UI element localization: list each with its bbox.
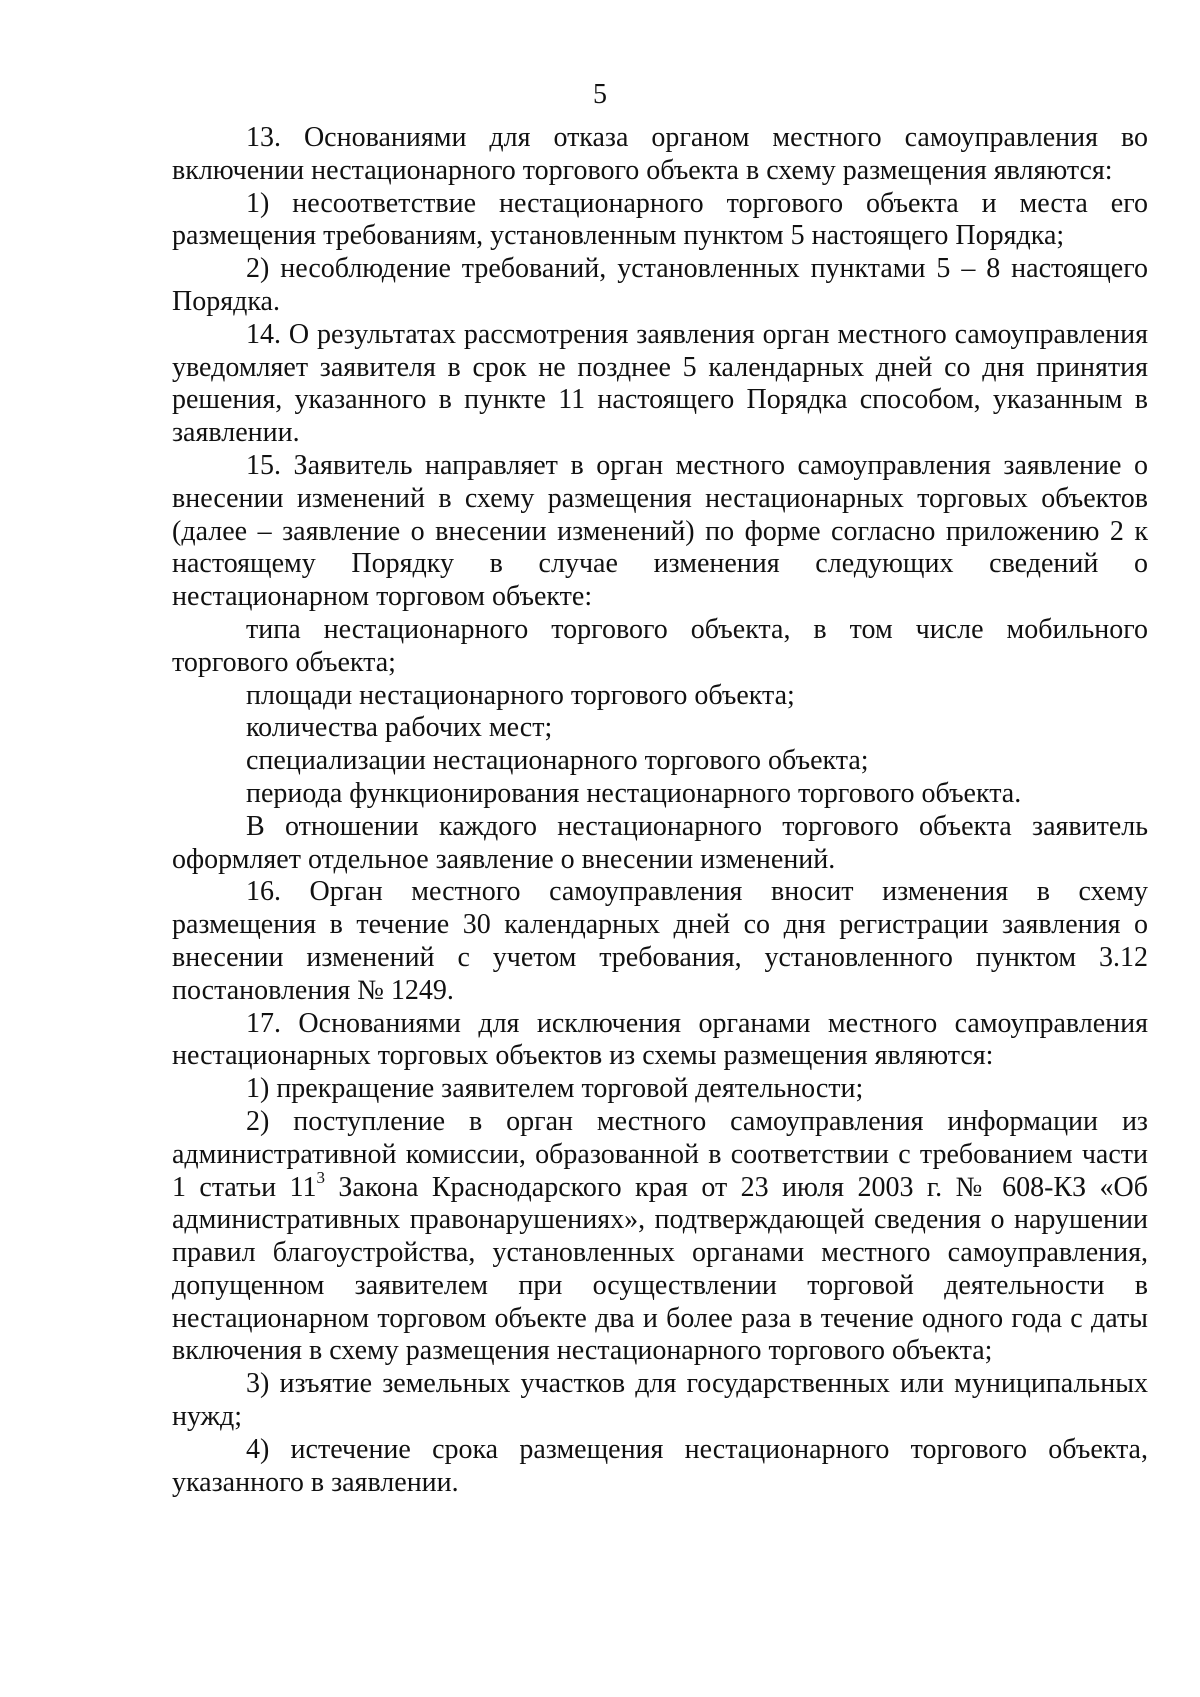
paragraph-13-item-2: 2) несоблюдение требований, установленных пунктами 5 – 8 настоящего Порядка. xyxy=(172,253,1148,317)
paragraph-15-item-period: периода функционирования нестационарного торгового объекта. xyxy=(246,777,1022,809)
paragraph-15-item-specialization: специализации нестационарного торгового объекта; xyxy=(246,745,869,777)
paragraph-17-item-3: 3) изъятие земельных участков для государственных или муниципальных нужд; xyxy=(172,1368,1148,1433)
paragraph-17-item-2-text-end: Закона Краснодарского края от 23 июля 2003 г. № 608-КЗ «Об административных правонарушениях», подтверждающей сведения о нарушении правил благоустройства, установленных органами местного самоуправления, допущенном заявителем при осуществлении торговой деятельности в нестационарном торговом объекте два и более раза в течение одного года с даты включения в схему размещения нестационарного торгового объекта; xyxy=(172,1171,1148,1367)
paragraph-13: 13. Основаниями для отказа органом местного самоуправления во включении нестационарного торгового объекта в схему размещения являются: xyxy=(172,122,1148,186)
page-number: 5 xyxy=(593,79,607,110)
paragraph-15-item-area: площади нестационарного торгового объекта; xyxy=(246,679,795,711)
paragraph-14: 14. О результатах рассмотрения заявления орган местного самоуправления уведомляет заявителя в срок не позднее 5 календарных дней со дня принятия решения, указанного в пункте 11 настоящего Порядка способом, указанным в заявлении. xyxy=(172,318,1148,449)
paragraph-15-item-type: типа нестационарного торгового объекта, в том числе мобильного торгового объекта; xyxy=(172,613,1148,678)
paragraph-15-note: В отношении каждого нестационарного торгового объекта заявитель оформляет отдельное заявление о внесении изменений. xyxy=(172,810,1148,875)
paragraph-17-item-4: 4) истечение срока размещения нестационарного торгового объекта, указанного в заявлении. xyxy=(172,1433,1148,1498)
paragraph-17-item-2-text-start: 2) поступление в орган местного самоуправления информации из административной комиссии, образованной в соответствии с требованием части 1 статьи 11 xyxy=(172,1105,1148,1203)
paragraph-17-item-2 xyxy=(172,1106,1148,1368)
paragraph-13-item-1: 1) несоответствие нестационарного торгового объекта и места его размещения требованиям, установленным пунктом 5 настоящего Порядка; xyxy=(172,187,1148,252)
paragraph-17-item-1: 1) прекращение заявителем торговой деятельности; xyxy=(246,1073,864,1105)
paragraph-15: 15. Заявитель направляет в орган местного самоуправления заявление о внесении изменений в схему размещения нестационарных торговых объектов (далее – заявление о внесении изменений) по форме согласно приложению 2 к настоящему Порядку в случае изменения следующих сведений о нестационарном торговом объекте: xyxy=(172,449,1148,613)
paragraph-16: 16. Орган местного самоуправления вносит изменения в схему размещения в течение 30 календарных дней со дня регистрации заявления о внесении изменений с учетом требования, установленного пунктом 3.12 постановления № 1249. xyxy=(172,876,1148,1006)
paragraph-15-item-workplaces: количества рабочих мест; xyxy=(246,712,553,744)
article-superscript: 3 xyxy=(316,1168,325,1188)
document-body xyxy=(172,122,1148,1499)
paragraph-17: 17. Основаниями для исключения органами местного самоуправления нестационарных торговых объектов из схемы размещения являются: xyxy=(172,1007,1148,1072)
